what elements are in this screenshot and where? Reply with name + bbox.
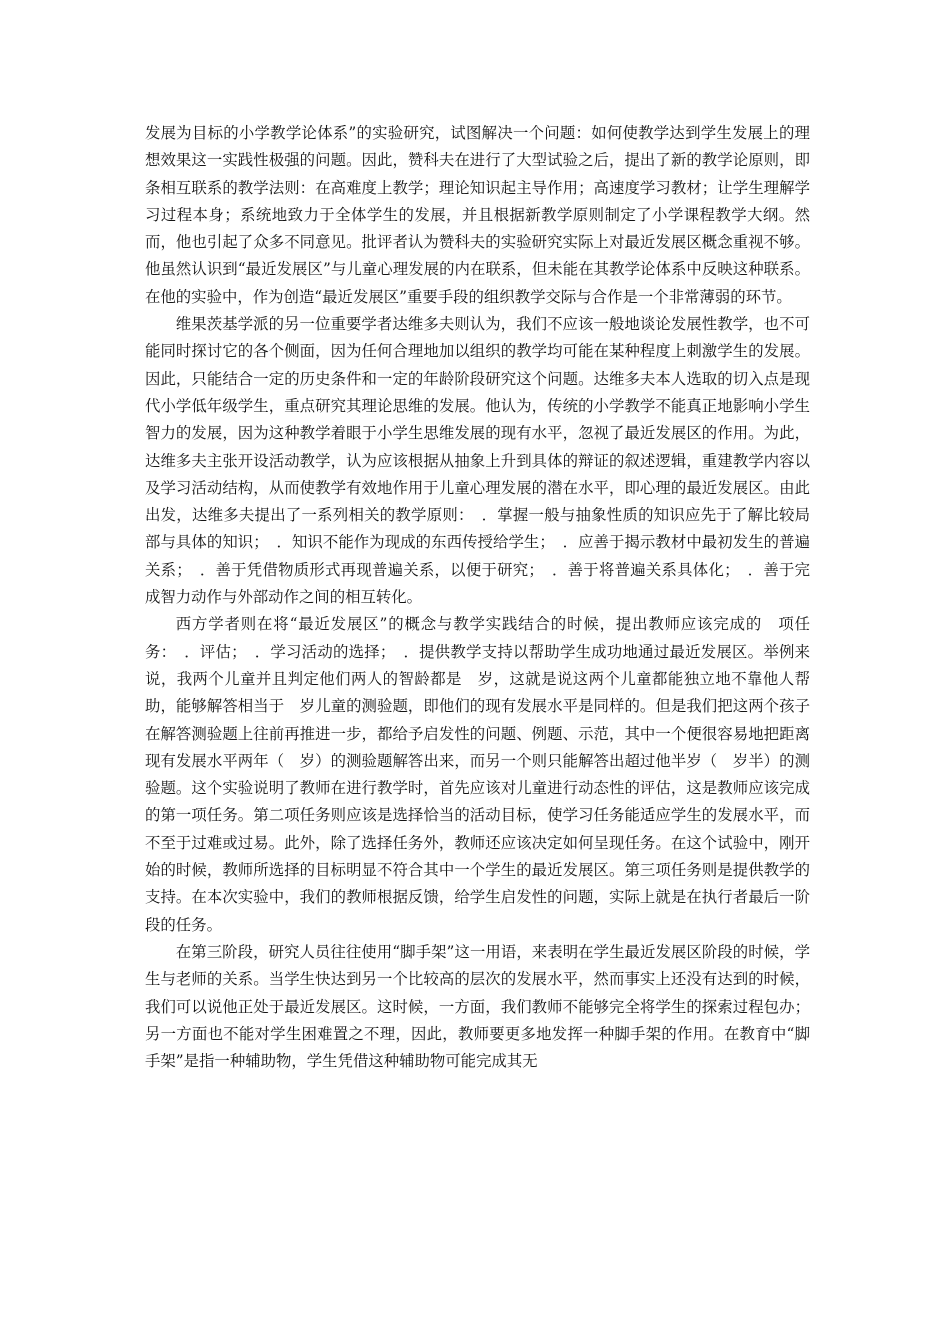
paragraph-scaffolding: 在第三阶段，研究人员往往使用“脚手架”这一用语，来表明在学生最近发展区阶段的时候，学生与老师的关系。当学生快达到另一个比较高的层次的发展水平，然而事实上还没有达到的时候，我们可以说他正处于最近发展区。这时候，一方面，我们教师不能够完全将学生的探索过程包办；另一方面也不能对学生困难置之不理，因此，教师要更多地发挥一种脚手架的作用。在教育中“脚手架”是指一种辅助物，学生凭借这种辅助物可能完成其无 bbox=[145, 942, 810, 1071]
paragraph-western-scholars: 西方学者则在将“最近发展区”的概念与教学实践结合的时候，提出教师应该完成的 项任务： ．评估； ．学习活动的选择； ．提供教学支持以帮助学生成功地通过最近发展区。举例来说，我两个儿童并且判定他们两人的智龄都是 岁，这就是说这两个儿童都能独立地不靠他人帮助，能够解答相当于 岁儿童的测验题，即他们的现有发展水平是同样的。但是我们把这两个孩子在解答测验题上往前再推进一步，都给予启发性的问题、例题、示范，其中一个便很容易地把距离现有发展水平两年（ 岁）的测验题解答出来，而另一个则只能解答出超过他半岁（ 岁半）的测验题。这个实验说明了教师在进行教学时，首先应该对儿童进行动态性的评估，这是教师应该完成的第一项任务。第二项任务则应该是选择恰当的活动目标，使学习任务能适应学生的发展水平，而不至于过难或过易。此外，除了选择任务外，教师还应该决定如何呈现任务。在这个试验中，刚开始的时候，教师所选择的目标明显不符合其中一个学生的最近发展区。第三项任务则是提供教学的支持。在本次实验中，我们的教师根据反馈，给学生启发性的问题，实际上就是在执行者最后一阶段的任务。 bbox=[145, 615, 810, 934]
paragraph-zankov: 发展为目标的小学教学论体系”的实验研究，试图解决一个问题：如何使教学达到学生发展上的理想效果这一实践性极强的问题。因此，赞科夫在进行了大型试验之后，提出了新的教学论原则，即 条相互联系的教学法则：在高难度上教学；理论知识起主导作用；高速度学习教材；让学生理解学习过程本身；系统地致力于全体学生的发展，并且根据新教学原则制定了小学课程教学大纲。然而，他也引起了众多不同意见。批评者认为赞科夫的实验研究实际上对最近发展区概念重视不够。他虽然认识到“最近发展区”与儿童心理发展的内在联系，但未能在其教学论体系中反映这种联系。在他的实验中，作为创造“最近发展区”重要手段的组织教学交际与合作是一个非常薄弱的环节。 bbox=[145, 124, 826, 306]
body-text bbox=[145, 120, 826, 1075]
paragraph-davydov: 维果茨基学派的另一位重要学者达维多夫则认为，我们不应该一般地谈论发展性教学，也不可能同时探讨它的各个侧面，因为任何合理地加以组织的教学均可能在某种程度上刺激学生的发展。因此，只能结合一定的历史条件和一定的年龄阶段研究这个问题。达维多夫本人选取的切入点是现代小学低年级学生，重点研究其理论思维的发展。他认为，传统的小学教学不能真正地影响小学生智力的发展，因为这种教学着眼于小学生思维发展的现有水平，忽视了最近发展区的作用。为此，达维多夫主张开设活动教学，认为应该根据从抽象上升到具体的辩证的叙述逻辑，重建教学内容以及学习活动结构，从而使教学有效地作用于儿童心理发展的潜在水平，即心理的最近发展区。由此出发，达维多夫提出了一系列相关的教学原则： ．掌握一般与抽象性质的知识应先于了解比较局部与具体的知识； ．知识不能作为现成的东西传授给学生； ．应善于揭示教材中最初发生的普遍关系； ．善于凭借物质形式再现普遍关系，以便于研究； ．善于将普遍关系具体化； ．善于完成智力动作与外部动作之间的相互转化。 bbox=[145, 315, 810, 607]
